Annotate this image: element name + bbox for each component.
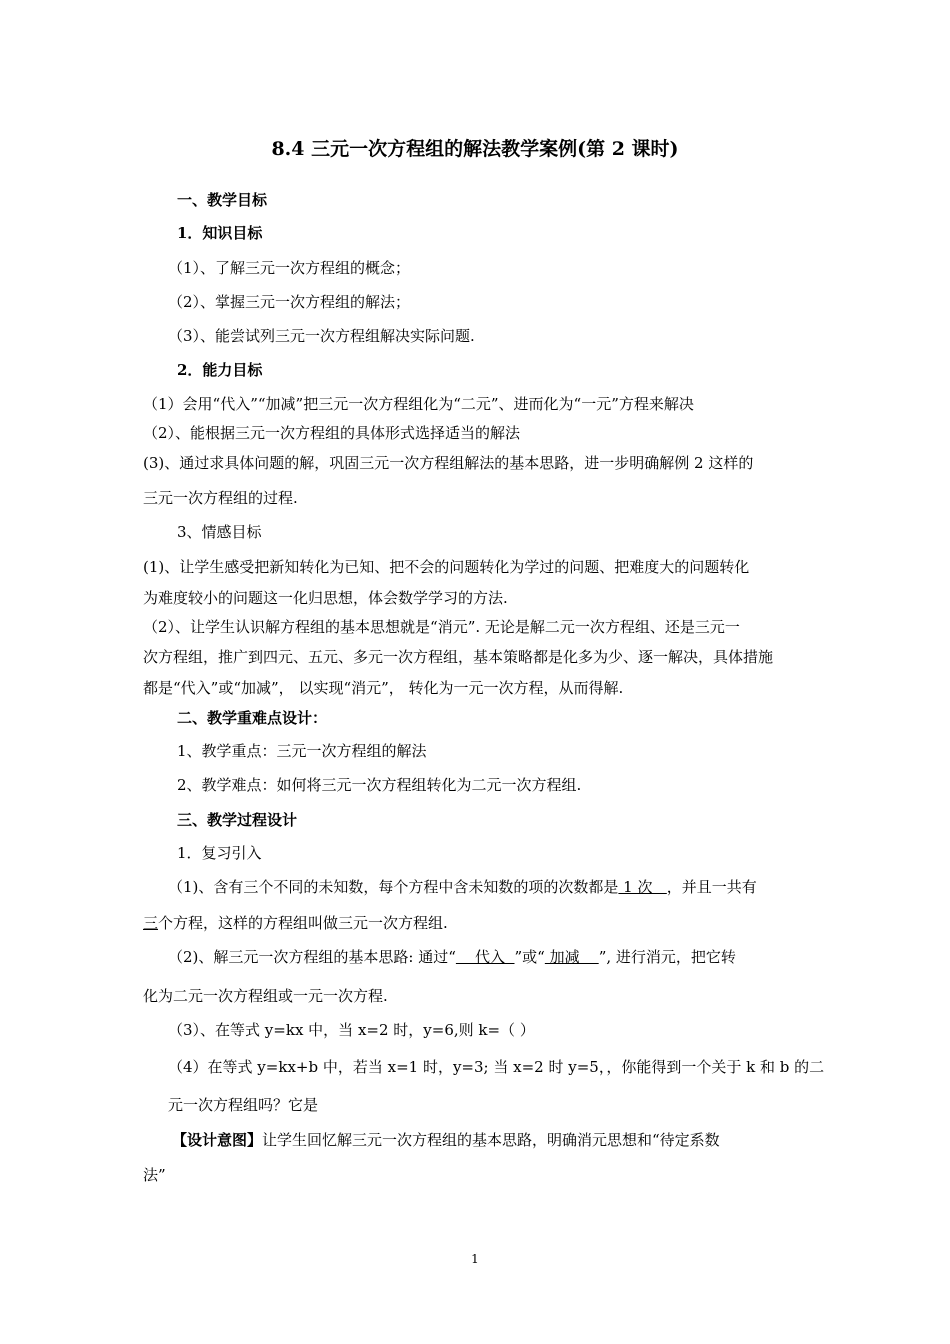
question-4-line1: （4）在等式 y=kx+b 中，若当 x=1 时，y=3; 当 x=2 时 y=5，，你能得到一个关于 k 和 b 的二 <box>168 1058 825 1076</box>
question-3: （3）、在等式 y=kx 中，当 x=2 时，y=6,则 k=（ ） <box>168 1021 535 1039</box>
keypoint-item: 2、教学难点：如何将三元一次方程组转化为二元一次方程组. <box>177 776 582 794</box>
emotion-heading: 3、情感目标 <box>177 523 262 541</box>
design-intent-line2: 法” <box>143 1166 166 1184</box>
question-2-line1: （2)、解三元一次方程组的基本思路: 通过“ 代入 ”或“ 加减 ”, 进行消元，把它转 <box>168 948 736 966</box>
page-number: 1 <box>471 1252 479 1266</box>
emotion-item: 次方程组，推广到四元、五元、多元一次方程组，基本策略都是化多为少、逐一解决，具体措施 <box>143 648 774 666</box>
knowledge-item: （3）、能尝试列三元一次方程组解决实际问题. <box>168 327 475 345</box>
ability-item: (3)、通过求具体问题的解，巩固三元一次方程组解法的基本思路，进一步明确解例 2 这样的 <box>143 454 754 472</box>
knowledge-heading: 1．知识目标 <box>177 224 263 242</box>
answer-blank: 1 次 <box>618 878 667 896</box>
ability-heading: 2．能力目标 <box>177 361 263 379</box>
question-1-line1: （1)、含有三个不同的未知数，每个方程中含未知数的项的次数都是 1 次 ，并且一共有 <box>168 878 757 896</box>
emotion-item: 都是“代入”或“加减”， 以实现“消元”， 转化为一元一次方程，从而得解. <box>143 679 624 697</box>
emotion-item: (1)、让学生感受把新知转化为已知、把不会的问题转化为学过的问题、把难度大的问题转化 <box>143 558 750 576</box>
section-heading-objectives: 一、教学目标 <box>177 191 268 209</box>
ability-item: （1）会用“代入”“加减”把三元一次方程组化为“二元”、进而化为“一元”方程来解决 <box>143 395 694 413</box>
answer-blank: 代入 <box>455 948 515 966</box>
emotion-item: （2）、让学生认识解方程组的基本思想就是“消元”. 无论是解二元一次方程组、还是三元一 <box>143 618 740 636</box>
ability-item: （2）、能根据三元一次方程组的具体形式选择适当的解法 <box>143 424 521 442</box>
knowledge-item: （1）、了解三元一次方程组的概念； <box>168 259 411 277</box>
question-4-line2: 元一次方程组吗？它是 <box>168 1096 319 1114</box>
emotion-item: 为难度较小的问题这一化归思想，体会数学学习的方法. <box>143 589 508 607</box>
knowledge-item: （2）、掌握三元一次方程组的解法； <box>168 293 411 311</box>
question-1-line2: 三个方程，这样的方程组叫做三元一次方程组. <box>143 914 448 932</box>
section-heading-process: 三、教学过程设计 <box>177 811 298 829</box>
page-title: 8.4 三元一次方程组的解法教学案例(第 2 课时) <box>271 138 679 160</box>
design-intent: 【设计意图】让学生回忆解三元一次方程组的基本思路，明确消元思想和“待定系数 <box>172 1131 720 1149</box>
design-intent-label: 【设计意图】 <box>172 1131 263 1149</box>
review-heading: 1．复习引入 <box>177 844 262 862</box>
question-2-line2: 化为二元一次方程组或一元一次方程. <box>143 987 388 1005</box>
answer-blank: 加减 <box>544 948 599 966</box>
section-heading-keypoints: 二、教学重难点设计： <box>177 709 328 727</box>
keypoint-item: 1、教学重点：三元一次方程组的解法 <box>177 742 427 760</box>
ability-item: 三元一次方程组的过程. <box>143 489 298 507</box>
answer-blank: 三 <box>143 914 159 932</box>
